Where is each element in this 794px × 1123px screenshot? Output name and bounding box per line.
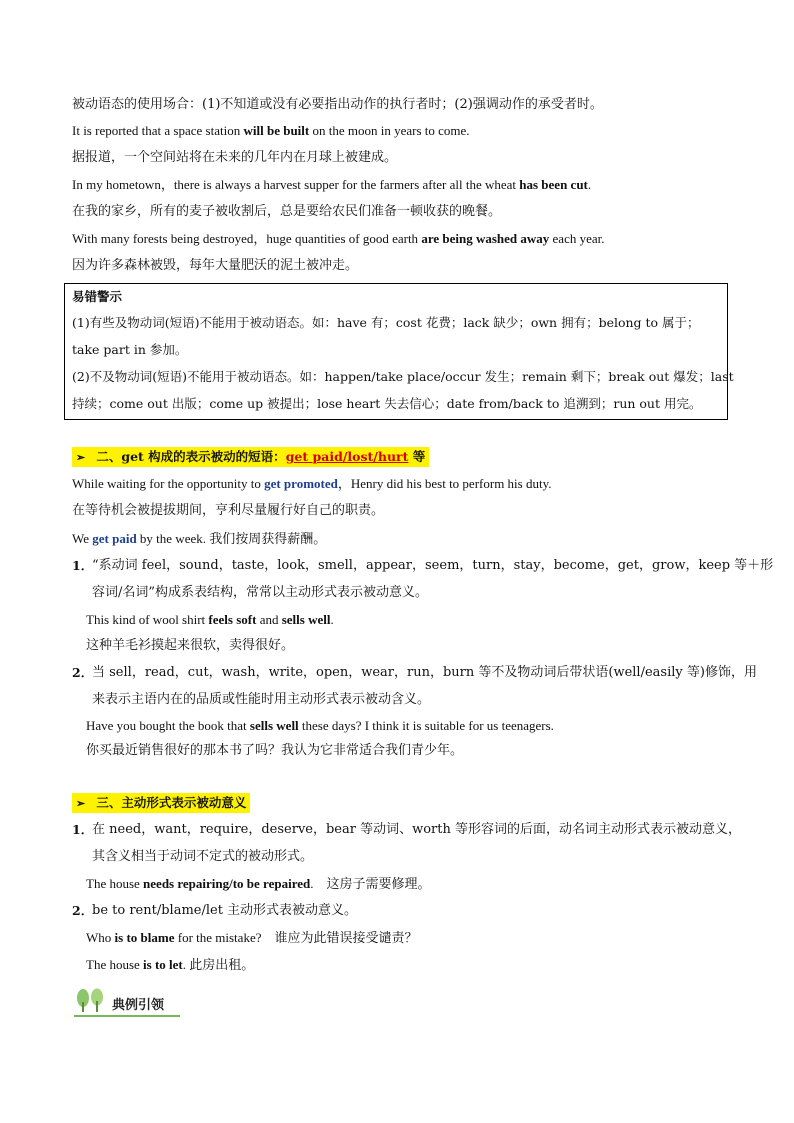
example-1-en: It is reported that a space station will be built on the moon in years to come. (72, 123, 470, 138)
section-3-item-1-line-1: 在 need，want，require，deserve，bear 等动词、worth 等形容词的后面，动名词主动形式表示被动意义， (92, 822, 741, 837)
section-3-heading: ➢ 三、主动形式表示被动意义 (72, 793, 250, 813)
example-3-en: With many forests being destroyed，huge quantities of good earth are being washed away each year. (72, 231, 605, 246)
section-2-item-2-line-1: 当 sell，read，cut，wash，write，open，wear，run，burn 等不及物动词后带状语(well/easily 等)修饰，用 (92, 665, 757, 680)
badge-underline (74, 1015, 180, 1017)
section-2-example-2: We get paid by the week. 我们按周获得薪酬。 (72, 531, 327, 546)
section-2-item-2-example-en: Have you bought the book that sells well these days? I think it is suitable for us teenagers. (86, 718, 554, 733)
example-1-cn: 据报道，一个空间站将在未来的几年内在月球上被建成。 (72, 150, 398, 165)
example-lead-badge (74, 988, 184, 1018)
warning-title: 易错警示 (72, 289, 123, 304)
warning-line-3: (2)不及物动词(短语)不能用于被动语态。如：happen/take place/occur 发生；remain 剩下；break out 爆发；last (72, 369, 734, 384)
warning-line-4: 持续；come out 出版；come up 被提出；lose heart 失去信心；date from/back to 追溯到；run out 用完。 (72, 396, 702, 411)
arrow-icon: ➢ (76, 451, 86, 464)
section-3-item-1-number: 1． (72, 822, 94, 837)
example-lead-label: 典例引领 (112, 998, 165, 1013)
warning-line-2: take part in 参加。 (72, 342, 188, 357)
section-2-item-2-line-2: 来表示主语内在的品质或性能时用主动形式表示被动含义。 (92, 692, 431, 707)
section-2-item-1-line-1: “系动词 feel，sound，taste，look，smell，appear，seem，turn，stay，become，get，grow，keep 等＋形 (92, 558, 774, 573)
section-2-item-2-example-cn: 你买最近销售很好的那本书了吗？我认为它非常适合我们青少年。 (86, 743, 464, 758)
warning-box (64, 283, 734, 420)
section-3-item-2-example-2: The house is to let. 此房出租。 (86, 957, 255, 972)
intro-text: 被动语态的使用场合：(1)不知道或没有必要指出动作的执行者时；(2)强调动作的承受者时。 (72, 97, 603, 112)
warning-line-1: (1)有些及物动词(短语)不能用于被动语态。如：have 有；cost 花费；lack 缺少；own 拥有；belong to 属于； (72, 315, 700, 330)
section-2-item-1-number: 1． (72, 558, 94, 573)
section-2-heading: ➢ 二、get 构成的表示被动的短语：get paid/lost/hurt 等 (72, 447, 429, 467)
example-2-cn: 在我的家乡，所有的麦子被收割后，总是要给农民们准备一顿收获的晚餐。 (72, 204, 502, 219)
section-3-item-1-line-2: 其含义相当于动词不定式的被动形式。 (92, 849, 314, 864)
section-3-item-1-example: The house needs repairing/to be repaired. 这房子需要修理。 (86, 876, 431, 891)
section-3-item-2-number: 2． (72, 903, 94, 918)
section-2-item-1-example-cn: 这种羊毛衫摸起来很软，卖得很好。 (86, 638, 295, 653)
section-2-item-2-number: 2． (72, 665, 94, 680)
example-2-en: In my hometown，there is always a harvest supper for the farmers after all the wheat has been cut. (72, 177, 592, 192)
section-3-item-2-line-1: be to rent/blame/let 主动形式表被动意义。 (92, 903, 358, 918)
example-3-cn: 因为许多森林被毁，每年大量肥沃的泥土被冲走。 (72, 258, 359, 273)
section-2-item-1-example-en: This kind of wool shirt feels soft and sells well. (86, 612, 334, 627)
section-2-item-1-line-2: 容词/名词”构成系表结构，常常以主动形式表示被动意义。 (92, 585, 429, 600)
section-2-example-1-cn: 在等待机会被提拔期间，亨利尽量履行好自己的职责。 (72, 503, 385, 518)
tree-icon (74, 988, 108, 1014)
section-3-item-2-example-1: Who is to blame for the mistake? 谁应为此错误接受谴责？ (86, 930, 418, 945)
arrow-icon: ➢ (76, 797, 86, 810)
section-2-example-1-en: While waiting for the opportunity to get promoted，Henry did his best to perform his duty. (72, 476, 552, 491)
